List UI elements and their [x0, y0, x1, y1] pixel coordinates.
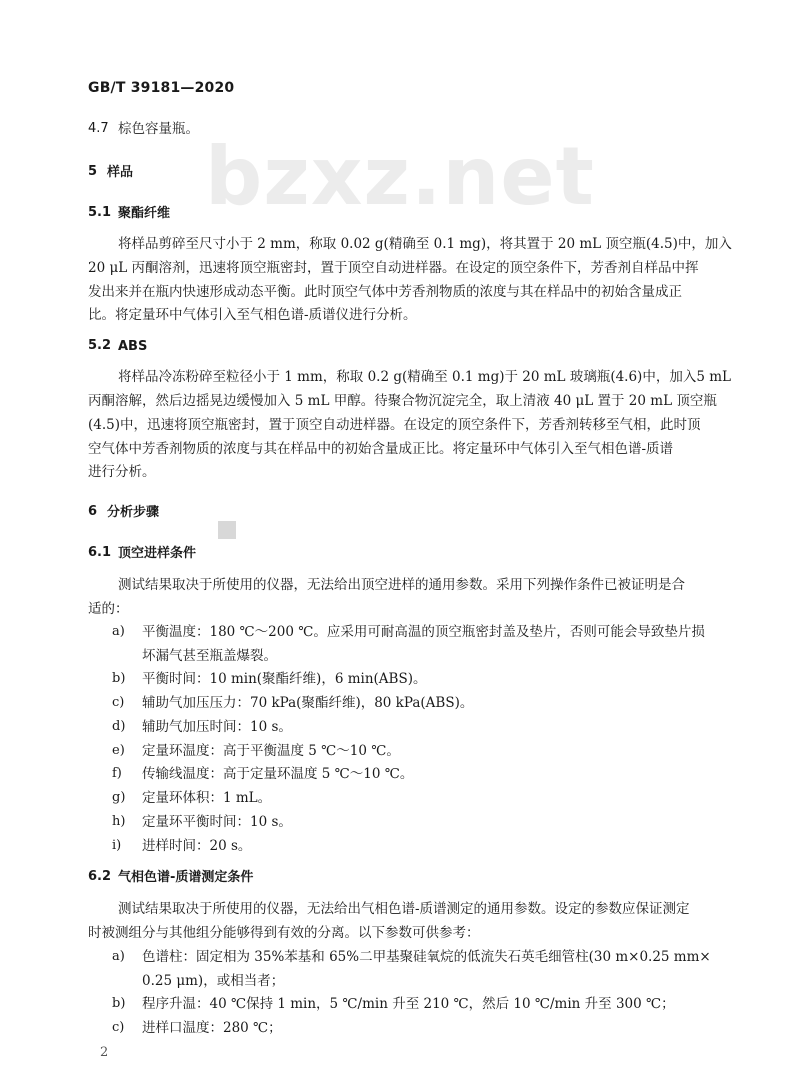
section-6-number: 6 — [88, 504, 98, 519]
list-item-text: 定量环温度：高于平衡温度 5 ℃～10 ℃。 — [142, 743, 400, 759]
section-5-2-title: ABS — [118, 339, 148, 354]
paragraph-line: 测试结果取决于所使用的仪器，无法给出气相色谱-质谱测定的通用参数。设定的参数应保证测定 — [118, 901, 690, 917]
list-item-label: g) — [112, 790, 126, 805]
paragraph-line: 进行分析。 — [88, 464, 156, 480]
section-5-title: 样品 — [107, 165, 134, 180]
list-item-label: b) — [112, 671, 126, 686]
list-item-text: 平衡温度：180 ℃～200 ℃。应采用可耐高温的顶空瓶密封盖及垫片，否则可能会导致垫片损 — [142, 624, 705, 640]
paragraph-line: 时被测组分与其他组分能够得到有效的分离。以下参数可供参考： — [88, 925, 480, 941]
paragraph-line: 比。将定量环中气体引入至气相色谱-质谱仪进行分析。 — [88, 307, 417, 323]
list-item-label: a) — [112, 949, 125, 964]
standard-number: GB/T 39181—2020 — [88, 80, 235, 96]
list-item-text: 0.25 μm)，或相当者； — [142, 973, 285, 989]
list-item-label: f) — [112, 766, 122, 781]
paragraph-line: 空气体中芳香剂物质的浓度与其在样品中的初始含量成正比。将定量环中气体引入至气相色谱-质谱 — [88, 441, 674, 457]
paragraph-line: 将样品剪碎至尺寸小于 2 mm，称取 0.02 g(精确至 0.1 mg)，将其置于 20 mL 顶空瓶(4.5)中，加入 — [118, 236, 732, 252]
section-5-number: 5 — [88, 164, 98, 179]
list-item-text: 定量环体积：1 mL。 — [142, 790, 272, 806]
paragraph-line: 发出来并在瓶内快速形成动态平衡。此时顶空气体中芳香剂物质的浓度与其在样品中的初始含量成正 — [88, 284, 682, 300]
list-item-label: a) — [112, 624, 125, 639]
list-item-label: c) — [112, 695, 125, 710]
section-6-2-title: 气相色谱-质谱测定条件 — [118, 870, 254, 885]
list-item-label: d) — [112, 719, 126, 734]
paragraph-line: 将样品冷冻粉碎至粒径小于 1 mm，称取 0.2 g(精确至 0.1 mg)于 20 mL 玻璃瓶(4.6)中，加入5 mL — [118, 369, 731, 385]
list-item-label: h) — [112, 814, 126, 829]
section-4-7-text: 棕色容量瓶。 — [118, 121, 199, 137]
page-number: 2 — [100, 1045, 109, 1060]
list-item-text: 定量环平衡时间：10 s。 — [142, 814, 292, 830]
section-5-1-title: 聚酯纤维 — [118, 206, 171, 221]
list-item-text: 平衡时间：10 min(聚酯纤维)，6 min(ABS)。 — [142, 671, 427, 687]
list-item-label: b) — [112, 996, 126, 1011]
section-6-2-number: 6.2 — [88, 869, 112, 884]
list-item-label: c) — [112, 1020, 125, 1035]
section-4-7-number: 4.7 — [88, 121, 109, 136]
section-6-title: 分析步骤 — [107, 505, 160, 520]
watermark: bzxz.net — [205, 130, 595, 223]
list-item-label: i) — [112, 838, 122, 853]
list-item-text: 进样时间：20 s。 — [142, 838, 252, 854]
list-item-text: 辅助气加压压力：70 kPa(聚酯纤维)，80 kPa(ABS)。 — [142, 695, 474, 711]
list-item-text: 传输线温度：高于定量环温度 5 ℃～10 ℃。 — [142, 766, 414, 782]
section-6-1-title: 顶空进样条件 — [118, 546, 197, 561]
paragraph-line: (4.5)中，迅速将顶空瓶密封，置于顶空自动进样器。在设定的顶空条件下，芳香剂转移至气相，此时顶 — [88, 417, 701, 433]
list-item-text: 色谱柱：固定相为 35%苯基和 65%二甲基聚硅氧烷的低流失石英毛细管柱(30 m×0.25 mm× — [142, 949, 711, 965]
list-item-text: 辅助气加压时间：10 s。 — [142, 719, 292, 735]
paragraph-line: 适的： — [88, 601, 129, 617]
section-5-2-number: 5.2 — [88, 338, 112, 353]
list-item-text: 进样口温度：280 ℃； — [142, 1020, 282, 1036]
section-6-1-number: 6.1 — [88, 545, 112, 560]
list-item-label: e) — [112, 743, 125, 758]
list-item-text: 程序升温：40 ℃保持 1 min，5 ℃/min 升至 210 ℃，然后 10 ℃/min 升至 300 ℃； — [142, 996, 675, 1012]
list-item-text: 坏漏气甚至瓶盖爆裂。 — [142, 648, 277, 664]
paragraph-line: 测试结果取决于所使用的仪器，无法给出顶空进样的通用参数。采用下列操作条件已被证明是合 — [118, 577, 685, 593]
section-5-1-number: 5.1 — [88, 205, 112, 220]
paragraph-line: 丙酮溶解，然后边摇晃边缓慢加入 5 mL 甲醇。待聚合物沉淀完全，取上清液 40 μL 置于 20 mL 顶空瓶 — [88, 393, 717, 409]
paragraph-line: 20 μL 丙酮溶剂，迅速将顶空瓶密封，置于顶空自动进样器。在设定的顶空条件下，芳香剂自样品中挥 — [88, 260, 699, 276]
watermark-fragment — [218, 521, 236, 539]
